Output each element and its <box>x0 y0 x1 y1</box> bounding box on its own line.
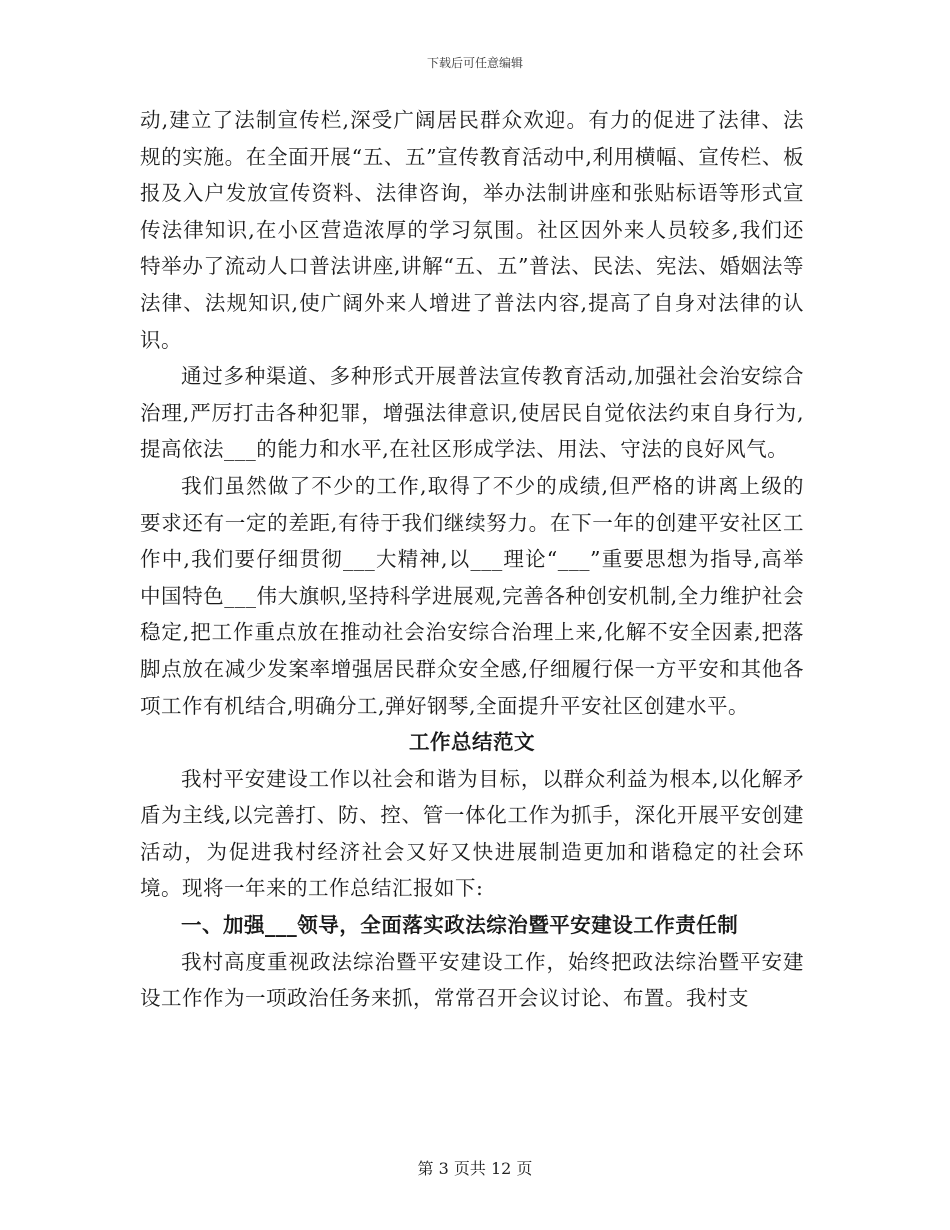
paragraph: 通过多种渠道、多种形式开展普法宣传教育活动,加强社会治安综合治理,严厉打击各种犯罪，增强法律意识,使居民自觉依法约束自身行为,提高依法___的能力和水平,在社区形成学法、用法、守法的良好风气。 <box>140 364 804 462</box>
paragraph: 我们虽然做了不少的工作,取得了不少的成绩,但严格的讲离上级的要求还有一定的差距,有待于我们继续努力。在下一年的创建平安社区工作中,我们要仔细贯彻___大精神,以___理论“___”重要思想为指导,高举中国特色___伟大旗帜,坚持科学进展观,完善各种创安机制,全力维护社会稳定,把工作重点放在推动社会治安综合治理上来,化解不安全因素,把落脚点放在减少发案率增强居民群众安全感,仔细履行保一方平安和其他各项工作有机结合,明确分工,弹好钢琴,全面提升平安社区创建水平。 <box>140 473 804 718</box>
paragraph: 动,建立了法制宣传栏,深受广阔居民群众欢迎。有力的促进了法律、法规的实施。在全面开展“五、五”宣传教育活动中,利用横幅、宣传栏、板报及入户发放宣传资料、法律咨询，举办法制讲座和张贴标语等形式宣传法律知识,在小区营造浓厚的学习氛围。社区因外来人员较多,我们还特举办了流动人口普法讲座,讲解“五、五”普法、民法、宪法、婚姻法等法律、法规知识,使广阔外来人增进了普法内容,提高了自身对法律的认识。 <box>140 108 804 352</box>
paragraph: 我村高度重视政法综治暨平安建设工作，始终把政法综治暨平安建设工作作为一项政治任务来抓，常常召开会议讨论、布置。我村支 <box>140 949 804 1011</box>
paragraph: 我村平安建设工作以社会和谐为目标，以群众利益为根本,以化解矛盾为主线,以完善打、防、控、管一体化工作为抓手，深化开展平安创建活动，为促进我村经济社会又好又快进展制造更加和谐稳定的社会环境。现将一年来的工作总结汇报如下: <box>140 766 804 901</box>
page-header: 下载后可任意编辑 <box>426 56 523 70</box>
document-body <box>140 102 804 1017</box>
page-number: 第 3 页共 12 页 <box>417 1159 533 1178</box>
section-heading: 一、加强___领导，全面落实政法综治暨平安建设工作责任制 <box>181 913 739 938</box>
section-title: 工作总结范文 <box>409 730 535 755</box>
